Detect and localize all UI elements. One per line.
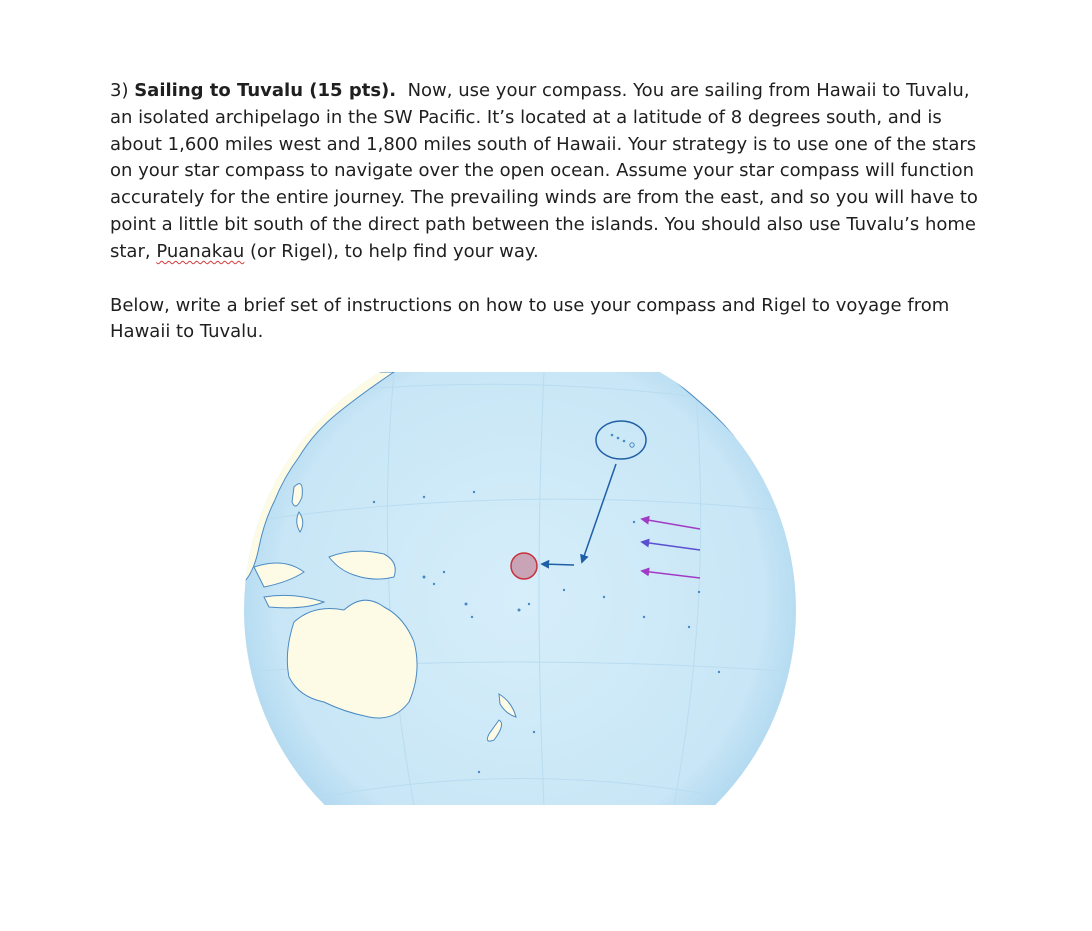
question-title: Sailing to Tuvalu (15 pts). bbox=[134, 80, 397, 101]
home-star-name: Puanakau bbox=[156, 240, 245, 262]
question-body-part2: (or Rigel), to help find your way. bbox=[250, 240, 539, 262]
globe-svg bbox=[244, 372, 796, 805]
question-body-part1: Now, use your compass. You are sailing from Hawaii to Tuvalu, an isolated archipelago in the SW Pacific. It’s located at a latitude of 8 degrees south, and is about 1,600 miles west and 1,800 miles south of Hawaii. Your strategy is to use one of the stars on your star compass to navigate over the open ocean. Assume your star compass will function accurately for the entire journey. The prevailing winds are from the east, and so you will have to point a little bit south of the direct path between the islands. You should also use Tuvalu’s home star, bbox=[110, 80, 978, 262]
question-number: 3) bbox=[110, 80, 129, 101]
tuvalu-marker bbox=[511, 553, 537, 579]
question-block bbox=[110, 78, 990, 346]
globe-ocean bbox=[244, 372, 796, 805]
pacific-globe-map bbox=[244, 372, 796, 805]
route-arrow-west bbox=[542, 564, 574, 565]
question-paragraph bbox=[110, 78, 990, 266]
instructions-paragraph: Below, write a brief set of instructions on how to use your compass and Rigel to voyage from Hawaii to Tuvalu. bbox=[110, 294, 950, 343]
